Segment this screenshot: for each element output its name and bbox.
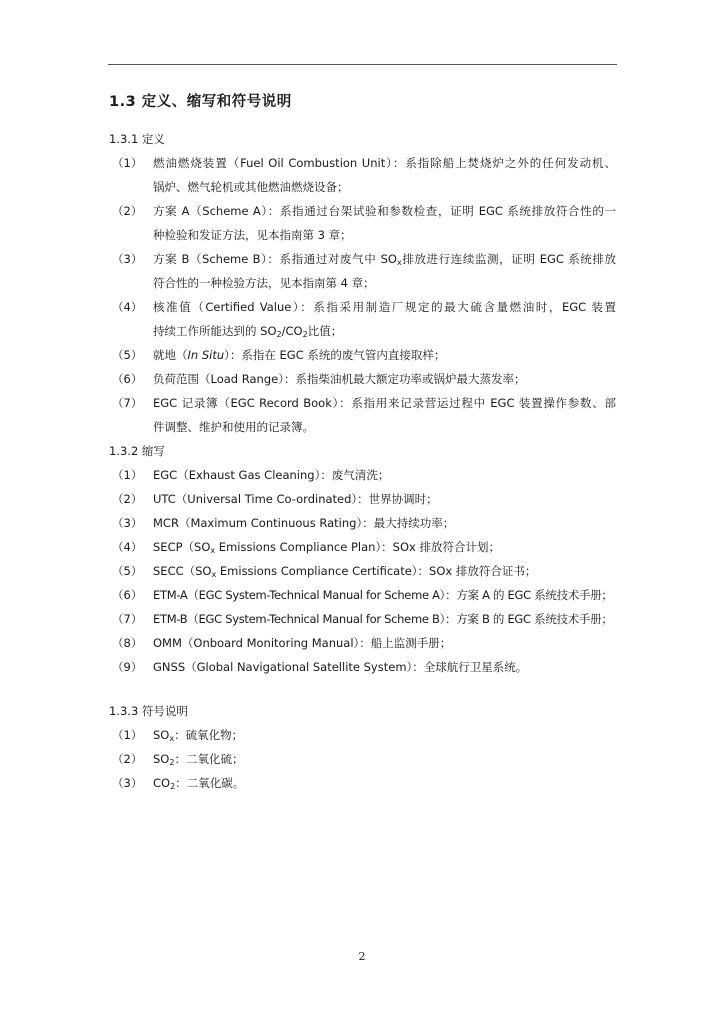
definition-text-cont: 符合性的一种检验方法，见本指南第 4 章； [153, 276, 375, 290]
definition-number: （6） [112, 372, 143, 386]
definition-text: 就地（In Situ）：系指在 EGC 系统的废气管内直接取样； [153, 348, 446, 362]
abbreviation-number: （1） [112, 468, 143, 482]
abbreviation-text: EGC（Exhaust Gas Cleaning）：废气清洗； [153, 468, 390, 482]
abbreviation-text: MCR（Maximum Continuous Rating）：最大持续功率； [153, 516, 455, 530]
abbreviation-number: （2） [112, 492, 143, 506]
abbreviation-text: OMM（Onboard Monitoring Manual）：船上监测手册； [153, 636, 452, 650]
definition-number: （3） [112, 252, 143, 266]
header-rule [108, 64, 617, 65]
abbreviation-number: （7） [112, 612, 143, 626]
definition-text-cont: 件调整、维护和使用的记录簿。 [153, 420, 314, 434]
symbols-heading: 1.3.3 符号说明 [109, 704, 188, 718]
abbreviation-text: ETM-B（EGC System-Technical Manual for Scheme B）：方案 B 的 EGC 系统技术手册； [153, 612, 613, 626]
abbreviation-text: GNSS（Global Navigational Satellite System）：全球航行卫星系统。 [153, 660, 528, 674]
abbreviation-number: （3） [112, 516, 143, 530]
definition-text: 方案 A（Scheme A）：系指通过台架试验和参数检查，证明 EGC 系统排放符合性的一 [153, 204, 616, 218]
definition-text-cont: 锅炉、燃气轮机或其他燃油燃烧设备； [153, 180, 349, 194]
abbreviation-number: （6） [112, 588, 143, 602]
symbol-number: （3） [112, 776, 143, 790]
symbol-text: $CO_2$：二氧化碳。 [153, 776, 245, 791]
symbol-text: $SO_x$：硫氧化物； [153, 728, 244, 743]
symbol-number: （2） [112, 752, 143, 766]
definitions-heading: 1.3.1 定义 [109, 132, 165, 146]
abbreviation-number: （5） [112, 564, 143, 578]
definition-text: EGC 记录簿（EGC Record Book）：系指用来记录营运过程中 EGC 装置操作参数、部 [153, 396, 616, 410]
abbreviation-text: $SECP(SO_x$ Emissions Compliance Plan）：SOx 排放符合计划； [153, 540, 500, 555]
abbreviation-text: ETM-A（EGC System-Technical Manual for Scheme A）：方案 A 的 EGC 系统技术手册； [153, 588, 613, 602]
definition-number: （7） [112, 396, 143, 410]
definition-number: （1） [112, 156, 143, 170]
definition-number: （4） [112, 300, 143, 314]
abbreviation-text: $SECC(SO_x$ Emissions Compliance Certificate）：SOx 排放符合证书； [153, 564, 537, 579]
abbreviation-number: （4） [112, 540, 143, 554]
definition-text: 核准值（Certified Value）：系指采用制造厂规定的最大硫含量燃油时，EGC 装置 [153, 300, 616, 314]
abbreviation-number: （8） [112, 636, 143, 650]
definition-number: （2） [112, 204, 143, 218]
symbol-number: （1） [112, 728, 143, 742]
abbreviation-number: （9） [112, 660, 143, 674]
section-title: 1.3 定义、缩写和符号说明 [109, 94, 292, 110]
definition-text: 负荷范围（Load Range）：系指柴油机最大额定功率或锅炉最大蒸发率； [153, 372, 526, 386]
abbreviations-heading: 1.3.2 缩写 [109, 444, 165, 458]
symbol-text: $SO_2$：二氧化硫； [153, 752, 244, 767]
page-number: 2 [358, 950, 366, 963]
definition-text-cont: 持续工作所能达到的 $SO_2/CO_2$比值； [153, 324, 343, 339]
definition-text-cont: 种检验和发证方法，见本指南第 3 章； [153, 228, 352, 242]
definition-text: 燃油燃烧装置（Fuel Oil Combustion Unit）：系指除船上焚烧炉之外的任何发动机、 [153, 156, 616, 170]
definition-number: （5） [112, 348, 143, 362]
definition-text: 方案 B（Scheme B）：系指通过对废气中 $SO_x$排放进行连续监测，证明 EGC 系统排放 [153, 252, 616, 267]
abbreviation-text: UTC（Universal Time Co-ordinated）：世界协调时； [153, 492, 438, 506]
